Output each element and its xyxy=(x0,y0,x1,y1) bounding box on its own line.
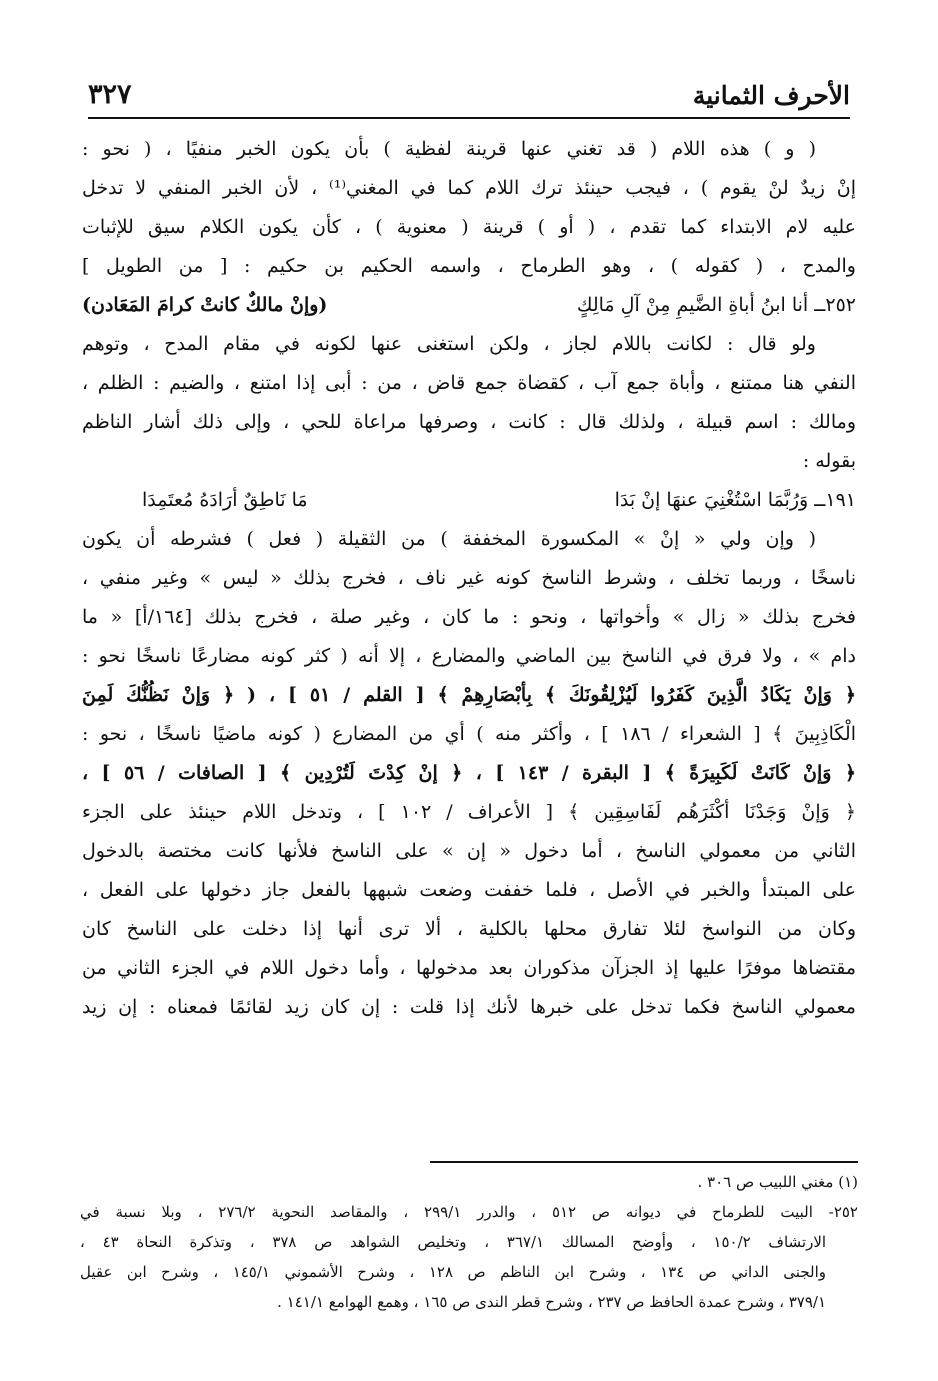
footnote-252-line: ٣٧٩/١ ، وشرح عمدة الحافظ ص ٢٣٧ ، وشرح قطر الندى ص ١٦٥ ، وهمع الهوامع ١٤١/١ . xyxy=(277,1293,826,1311)
footnotes xyxy=(80,1167,858,1317)
text-line: وكان من النواسخ لئلا تفارق محلها بالكلية ، ألا ترى أنها إذا دخلت على الناسخ كان xyxy=(82,918,856,940)
text-line: ناسخًا ، وربما تخلف ، وشرط الناسخ كونه غير ناف ، فخرج بذلك « ليس » وغير منفي ، xyxy=(82,567,856,589)
footnote-252-line: ٢٥٢- البيت للطرماح في ديوانه ص ٥١٢ ، والدرر ٢٩٩/١ ، والمقاصد النحوية ٢٧٦/٢ ، وبلا نسبة في xyxy=(80,1203,858,1221)
verse-second-hemistich: مَا نَاطِقٌ أرَادَهُ مُعتَمِدَا xyxy=(142,489,308,511)
text-line: والمدح ، ( كقوله ) ، وهو الطرماح ، واسمه الحكيم بن حكيم : [ من الطويل ] xyxy=(82,255,856,277)
page-header xyxy=(88,70,850,110)
text-line: دام » ، ولا فرق في الناسخ بين الماضي والمضارع ، إلا أنه ( كثر كونه مضارعًا ناسخًا نحو : xyxy=(82,645,856,667)
header-rule xyxy=(88,117,850,119)
footnote-1: (١) مغني اللبيب ص ٣٠٦ . xyxy=(697,1173,858,1191)
verse-second-hemistich: (وإنْ مالكٌ كانتْ كرامَ المَعَادن) xyxy=(82,294,328,316)
quran-quote-line: ﴿ وَإنْ كَانَتْ لَكَبِيرَةً ﴾ [ البقرة / ١٤٣ ] ، ﴿ إنْ كِدْتَ لَتُرْدِين ﴾ [ الصافات / ٥٦ ] ، xyxy=(82,762,856,784)
footnote-rule xyxy=(430,1161,858,1163)
footnote-252-line: والجنى الداني ص ١٣٤ ، وشرح ابن الناظم ص ١٢٨ ، وشرح الأشموني ١٤٥/١ ، وشرح ابن عقيل xyxy=(80,1263,826,1281)
text-line: بقوله : xyxy=(802,450,856,472)
text-line: ومالك : اسم قبيلة ، ولذلك قال : كانت ، وصرفها مراعاة للحي ، وإلى ذلك أشار الناظم xyxy=(82,411,856,433)
text-line: عليه لام الابتداء كما تقدم ، ( أو ) قرينة ( معنوية ) ، كأن يكون الكلام سيق للإثبات xyxy=(82,216,856,238)
quran-quote-line: ﴿ وَإنْ يَكَادُ الَّذِينَ كَفَرُوا لَيُزْلِقُونَكَ ﴾ بِأبْصَارِهِمْ ﴾ [ القلم / ٥١ ] ، ( ﴿ وَإنْ نَظُنُّكَ لَمِنَ xyxy=(82,684,856,706)
text-line: ( و ) هذه اللام ( قد تغني عنها قرينة لفظية ) بأن يكون الخبر منفيًا ، ( نحو : xyxy=(82,138,816,160)
page-number: ٣٢٧ xyxy=(88,79,132,110)
running-title: الأحرف الثمانية xyxy=(692,81,850,110)
text-line: معمولي الناسخ فكما تدخل على خبرها لأنك إذا قلت : إن كان زيد لقائمًا فمعناه : إن زيد xyxy=(82,996,856,1018)
text-line: فخرج بذلك « زال » وأخواتها ، ونحو : ما كان ، وغير صلة ، فخرج بذلك [١٦٤/أ] « ما xyxy=(82,606,856,628)
text-line: على المبتدأ والخبر في الأصل ، فلما خففت وضعت شبهها بالفعل جاز دخولها على الفعل ، xyxy=(82,879,856,901)
text-line: الْكَاذِبِينَ ﴾ [ الشعراء / ١٨٦ ] ، وأكثر منه ) أي من المضارع ( كونه ماضيًا ناسخًا ، نحو : xyxy=(82,723,856,745)
main-text xyxy=(82,130,856,1027)
text-line: ( وإن ولي « إنْ » المكسورة المخففة ) من الثقيلة ( فعل ) فشرطه أن يكون xyxy=(82,528,816,550)
poetry-verse-252 xyxy=(82,286,856,325)
verse-first-hemistich: ٢٥٢ــ أنا ابنُ أباةِ الضَّيمِ مِنْ آلِ مَالِكٍ xyxy=(576,294,856,316)
verse-first-hemistich: ١٩١ــ وَرُبَّمَا اسْتُغْنِيَ عنهَا إنْ بَدَا xyxy=(614,489,856,511)
text-line: ولو قال : لكانت باللام لجاز ، ولكن استغنى عنها لكونه في مقام المدح ، وتوهم xyxy=(82,333,816,355)
text-line: مقتضاها موفرًا عليها إذ الجزآن مذكوران بعد مدخولها ، وأما دخول اللام في الجزء الثاني من xyxy=(82,957,856,979)
footnote-252-line: الارتشاف ١٥٠/٢ ، وأوضح المسالك ٣٦٧/١ ، وتخليص الشواهد ص ٣٧٨ ، وتذكرة النحاة ٤٣ ، xyxy=(80,1233,827,1251)
text-line: الثاني من معمولي الناسخ ، أما دخول « إن » على الناسخ فلأنها كانت مختصة بالدخول xyxy=(82,840,856,862)
text-line: ﴿ وَإنْ وَجَدْنَا أكْثَرَهُم لَفَاسِقِين ﴾ [ الأعراف / ١٠٢ ] ، وتدخل اللام حينئذ على الجزء xyxy=(82,801,856,823)
text-line: إنْ زيدٌ لنْ يقوم ) ، فيجب حينئذ ترك اللام كما في المغني⁽¹⁾ ، لأن الخبر المنفي لا تدخل xyxy=(82,177,856,199)
text-line: النفي هنا ممتنع ، وأباة جمع آب ، كقضاة جمع قاض ، من : أبى إذا امتنع ، والضيم : الظلم ، xyxy=(82,372,856,394)
poetry-verse-191 xyxy=(82,481,856,520)
